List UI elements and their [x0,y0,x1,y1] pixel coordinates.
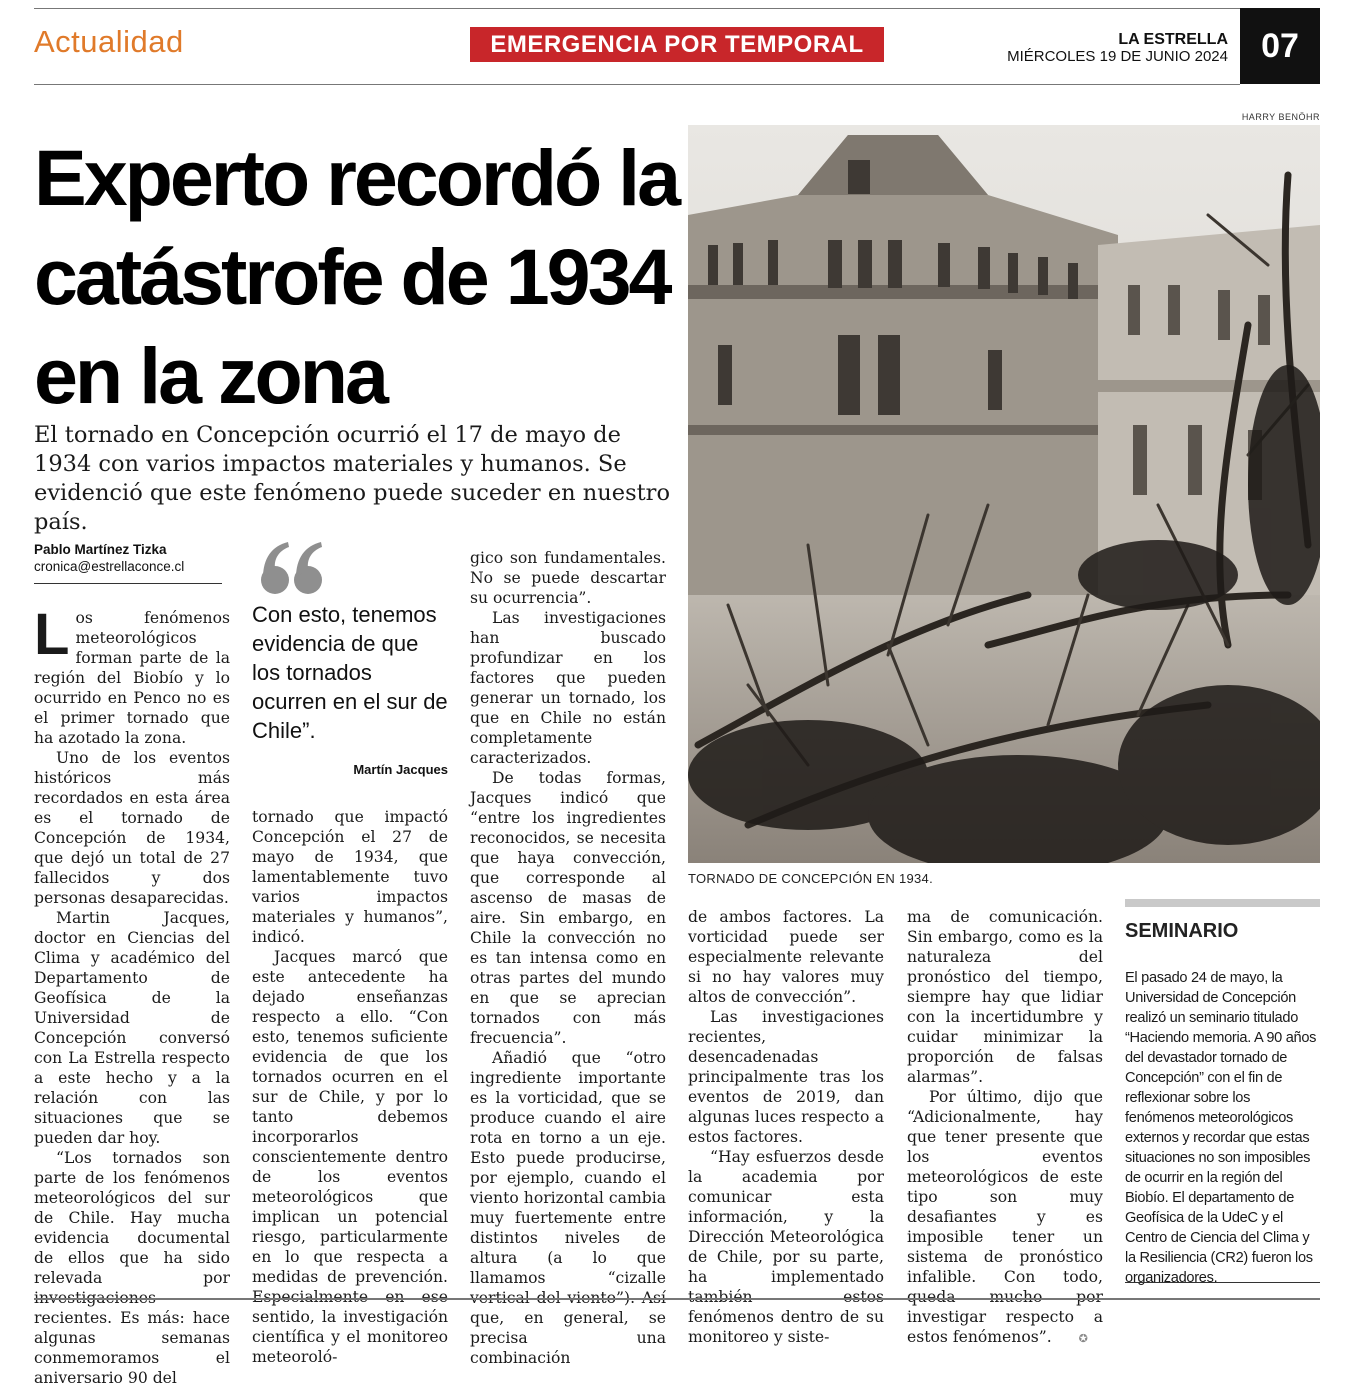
paragraph: Jacques marcó que este antecedente ha dejado enseñanzas respecto a ello. “Con esto, tenemos suficiente evidencia de que los tornados ocurren en el sur de Chile, y por lo tanto debemos incorporarlos conscientemente dentro de los eventos meteorológicos que implican un potencial riesgo, particularmente en lo que respecta a medidas de prevención. Especialmente en ese sentido, la investigación científica y el monitoreo meteoroló- [252,948,448,1366]
article-column-3 [470,548,666,1368]
paragraph: ma de comunicación. Sin embargo, como es la naturaleza del pronóstico del tiempo, siempre hay que lidiar con la incertidumbre y cuidar minimizar la proporción de falsas alarmas”. [907,908,1103,1086]
quote-marks-icon [258,538,328,598]
page-number: 07 [1240,8,1320,84]
publication-date: MIÉRCOLES 19 DE JUNIO 2024 [1007,48,1228,65]
byline-author: Pablo Martínez Tizka [34,542,167,557]
paragraph: de ambos factores. La vorticidad puede ser especialmente relevante si no hay valores muy altos de convección”. [688,908,884,1006]
pull-quote: Con esto, tenemos evidencia de que los tornados ocurren en el sur de Chile”. [252,602,448,743]
article-column-4 [688,907,884,1347]
paragraph: Añadió que “otro ingrediente importante es la vorticidad, que se produce cuando el aire rota en torno a un eje. Esto puede producirse, por ejemplo, cuando el viento horizontal cambia muy fuertemente entre distintos niveles de altura (a lo que llamamos “cizalle vertical del viento”). Así que, en general, se precisa una combinación [470,1049,666,1367]
header-rule [34,84,1240,85]
article-column-1 [34,602,230,1388]
paragraph: De todas formas, Jacques indicó que “entre los ingredientes reconocidos, se necesita que haya convección, que corresponde al ascenso de masas de aire. Sin embargo, en Chile la convección no es tan intensa como en otras partes del mundo en que se aprecian tornados con más frecuencia”. [470,769,666,1047]
photo-credit: HARRY BENÖHR [1241,112,1320,122]
paragraph: Martin Jacques, doctor en Ciencias del Clima y académico del Departamento de Geofísica de la Universidad de Concepción conversó con La Estrella respecto a este hecho y a la relación con las situaciones que se pueden dar hoy. [34,909,230,1147]
end-of-article-icon: ✪ [1078,1332,1088,1345]
article-column-2 [252,807,448,1367]
paragraph: “Los tornados son parte de los fenómenos meteorológicos del sur de Chile. Hay mucha evidencia documental de ellos que ha sido relevada por investigaciones recientes. Es más: hace algunas semanas conmemoramos el aniversario 90 del [34,1149,230,1387]
headline: Experto recordó la catástrofe de 1934 en la zona [34,133,679,420]
byline-email: cronica@estrellaconce.cl [34,559,185,574]
paragraph: gico son fundamentales. No se puede descartar su ocurrencia”. [470,549,666,607]
page-bottom-rule [34,1298,1320,1300]
tornado-photo [688,125,1320,863]
byline [34,541,222,575]
paragraph: Uno de los eventos históricos más recordados en esta área es el tornado de Concepción de 1934, que dejó un total de 27 fallecidos y dos personas desaparecidas. [34,749,230,907]
paragraph: Las investigaciones han buscado profundizar en los factores que pueden generar un tornado, los que en Chile no están completamente caracterizados. [470,609,666,767]
sidebar-top-bar [1125,899,1320,907]
sidebar-bottom-rule [1125,1282,1320,1283]
paragraph: Por último, dijo que “Adicionalmente, hay que tener presente que los eventos meteorológicos de este tipo son muy desafiantes y es imposible tener un sistema de pronóstico infalible. Con todo, queda mucho por investigar respecto a estos fenómenos”. ✪ [907,1087,1103,1349]
byline-rule [34,583,222,584]
deck: El tornado en Concepción ocurrió el 17 de mayo de 1934 con varios impactos materiales y humanos. Se evidenció que este fenómeno puede suceder en nuestro país. [34,422,670,535]
section-label: Actualidad [34,24,184,59]
paragraph: Las investigaciones recientes, desencadenadas principalmente tras los eventos de 2019, dan algunas luces respecto a estos factores. [688,1008,884,1146]
top-rule [34,8,1240,9]
pull-quote-author: Martín Jacques [353,762,448,777]
sidebar-text: El pasado 24 de mayo, la Universidad de Concepción realizó un seminario titulado “Haciendo memoria. A 90 años del devastador tornado de Concepción” con el fin de reflexionar sobre los fenómenos meteorológicos externos y recordar que estas situaciones no son imposibles de ocurrir en la región del Biobío. El departamento de Geofísica de la UdeC y el Centro de Ciencia del Clima y la Resiliencia (CR2) fueron los organizadores. [1125,970,1317,1286]
publication-name: LA ESTRELLA [1118,31,1228,48]
paragraph: tornado que impactó Concepción el 27 de mayo de 1934, que lamentablemente tuvo varios impactos materiales y humanos”, indicó. [252,808,448,946]
sidebar-title: SEMINARIO [1125,920,1239,942]
paragraph: “Hay esfuerzos desde la academia por comunicar esta información, y la Dirección Meteorológica de Chile, por su parte, ha implementado también estos fenómenos dentro de su monitoreo y siste- [688,1148,884,1346]
publication-info [1007,31,1228,65]
paragraph: Los fenómenos meteorológicos forman parte de la región del Biobío y lo ocurrido en Penco no es el primer tornado que ha azotado la zona. [34,602,230,747]
photo-caption: TORNADO DE CONCEPCIÓN EN 1934. [688,871,933,886]
drop-cap: L [34,602,70,667]
article-column-5 [907,907,1103,1349]
topic-banner: EMERGENCIA POR TEMPORAL [470,27,884,62]
